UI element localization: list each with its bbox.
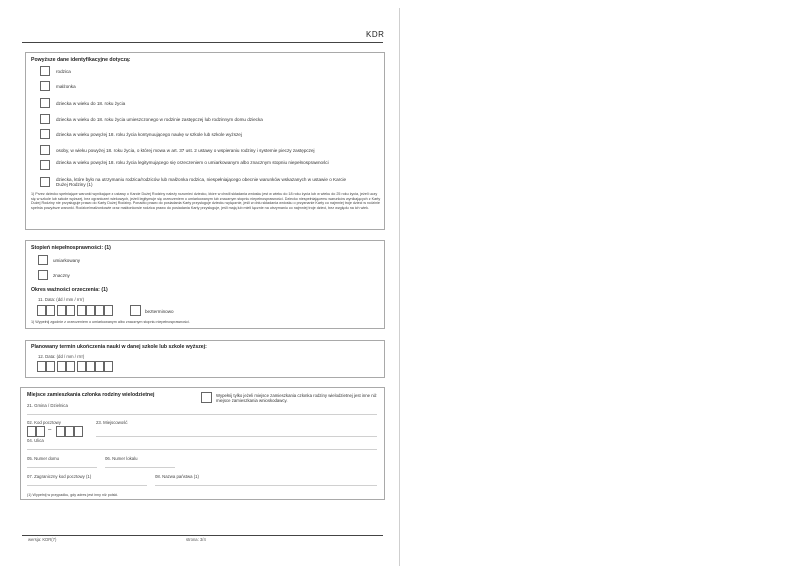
education-section-title: Planowany termin ukończenia nauki w danej szkole lub szkole wyższej:	[31, 344, 207, 350]
checkbox-child-student-label: dziecka w wieku powyżej 18. roku życia kontynuującego naukę w szkole lub szkole wyższej	[56, 132, 242, 137]
education-date-label: 12. Data: (dd / mm / rrrr)	[38, 354, 85, 359]
foreign-postal-code-input[interactable]	[27, 485, 147, 486]
education-date-cell[interactable]	[104, 361, 113, 372]
checkbox-child-foster-label: dziecka w wieku do 18. roku życia umieszczonego w rodzinie zastępczej lub rodzinnym domu dziecka	[56, 117, 263, 122]
validity-date-cell[interactable]	[37, 305, 46, 316]
street-input[interactable]	[27, 449, 377, 450]
country-name-label: 08. Nazwa państwa (1)	[155, 474, 199, 479]
validity-date-cell[interactable]	[86, 305, 95, 316]
validity-date-cell[interactable]	[46, 305, 55, 316]
checkbox-address-different-label: Wypełnij tylko jeżeli miejsce zamieszkania członka rodziny wielodzietnej jest inne niż miejsce zamieszkania wnioskodawcy.	[216, 393, 377, 403]
identity-section-title: Powyższe dane identyfikacyjne dotyczą:	[31, 57, 131, 63]
locality-label: 23. Miejscowość	[96, 420, 128, 425]
house-number-label: 05. Numer domu	[27, 456, 60, 461]
checkbox-parent[interactable]	[40, 66, 50, 76]
checkbox-person-art37-label: osoby, w wieku powyżej 18. roku życia, o której mowa w art. 37 ust. 2 ustawy o wspieraniu rodziny i systemie pieczy zastępczej	[56, 148, 315, 153]
street-label: 04. Ulica	[27, 438, 44, 443]
education-date-cell[interactable]	[46, 361, 55, 372]
country-name-input[interactable]	[155, 485, 377, 486]
validity-date-cell[interactable]	[66, 305, 75, 316]
postal-code-label: 02. Kod pocztowy	[27, 420, 61, 425]
checkbox-child-under-18[interactable]	[40, 98, 50, 108]
house-number-input[interactable]	[27, 467, 97, 468]
disability-section-title: Stopień niepełnosprawności: (1)	[31, 245, 111, 251]
checkbox-former-dependent[interactable]	[40, 177, 50, 187]
validity-date-cell[interactable]	[57, 305, 66, 316]
postal-code-cell[interactable]	[36, 426, 45, 437]
validity-date-cell[interactable]	[77, 305, 86, 316]
postal-code-dash: –	[48, 427, 52, 433]
address-section-title: Miejsce zamieszkania członka rodziny wielodzietnej	[27, 392, 155, 398]
checkbox-child-disability-label: dziecka w wieku powyżej 18. roku życia legitymującego się orzeczeniem o umiarkowanym albo znacznym stopniu niepełnosprawności	[56, 160, 329, 165]
validity-date-cell[interactable]	[95, 305, 104, 316]
checkbox-child-foster[interactable]	[40, 114, 50, 124]
apartment-number-input[interactable]	[105, 467, 175, 468]
foreign-postal-code-label: 07. Zagraniczny kod pocztowy (1)	[27, 474, 92, 479]
education-date-cell[interactable]	[66, 361, 75, 372]
checkbox-significant-label: znaczny	[53, 273, 70, 278]
education-date-cell[interactable]	[77, 361, 86, 372]
validity-date-label: 11. Data: (dd / mm / rrrr)	[38, 297, 84, 302]
checkbox-former-dependent-label: dziecka, które było na utrzymaniu rodzica/rodziców lub małżonka rodzica, niespełniającego obecnie warunków wskazanych w ustawie o Karcie Dużej Rodziny (1)	[56, 177, 347, 188]
locality-input[interactable]	[96, 436, 377, 437]
checkbox-moderate-label: umiarkowany	[53, 258, 81, 263]
education-date-cell[interactable]	[86, 361, 95, 372]
footer-page-number: strona: 3/4	[186, 537, 206, 542]
bottom-divider	[22, 535, 383, 536]
address-footnote: (1) Wypełnij w przypadku, gdy adres jest inny niż polski.	[27, 493, 119, 497]
education-date-cell[interactable]	[37, 361, 46, 372]
checkbox-address-different[interactable]	[201, 392, 212, 403]
identity-footnote: 1) Przez dziecko spełniające warunki wynikające z ustawy o Karcie Dużej Rodziny należy rozumieć dziecko, które w chwili składania wniosku jest w wieku do 18 roku życia lub w wieku do 25 roku życia, jeżeli uczy się w szkole lub szkole wyższej, bez ograniczeń wiekowych, jeżeli legitymuje się orzeczeniem o umiarkowanym lub znacznym stopniu niepełnosprawności. Dziecko niespełniającemu warunków wynikających z Karty Dużej Rodziny nie przysługuje prawo do Karty Dużej Rodziny. Ponadto prawo do posiadania Karty przysługuje dziecku wyłącznie, jeśli w dniu składania wniosku o przyznanie Karty co najmniej troje dzieci w rodzinie spełnia powyższe warunki. Rodzice/małżonkowie oraz małżonkowie rodzica prawo do posiadania Karty przysługuje, jeśli mają lub mieli łącznie na utrzymaniu co najmniej troje dzieci, bez względu na ich wiek.	[31, 192, 381, 210]
blank-page	[401, 0, 800, 566]
checkbox-indefinite-label: bezterminowo	[145, 309, 174, 314]
checkbox-child-student[interactable]	[40, 129, 50, 139]
education-date-cell[interactable]	[95, 361, 104, 372]
form-code: KDR	[366, 30, 385, 39]
address-section	[20, 387, 385, 500]
postal-code-cell[interactable]	[65, 426, 74, 437]
postal-code-cell[interactable]	[27, 426, 36, 437]
disability-footnote: 1) Wypełnij zgodnie z orzeczeniem o umiarkowanym albo znacznym stopniu niepełnosprawności.	[31, 320, 190, 324]
commune-label: 21. Gmina / Dzielnica	[27, 403, 68, 408]
apartment-number-label: 06. Numer lokalu	[105, 456, 138, 461]
checkbox-person-art37[interactable]	[40, 145, 50, 155]
checkbox-parent-label: rodzica	[56, 69, 71, 74]
checkbox-child-under-18-label: dziecka w wieku do 18. roku życia	[56, 101, 126, 106]
checkbox-spouse-label: małżonka	[56, 84, 76, 89]
checkbox-significant[interactable]	[38, 270, 48, 280]
checkbox-spouse[interactable]	[40, 81, 50, 91]
checkbox-indefinite[interactable]	[130, 305, 141, 316]
validity-date-cell[interactable]	[104, 305, 113, 316]
checkbox-moderate[interactable]	[38, 255, 48, 265]
page-edge	[399, 8, 400, 566]
footer-version: wersja: KDR(7)	[28, 537, 57, 542]
postal-code-cell[interactable]	[74, 426, 83, 437]
commune-input[interactable]	[27, 414, 377, 415]
validity-title: Okres ważności orzeczenia: (1)	[31, 287, 108, 293]
top-divider	[22, 42, 383, 43]
education-date-cell[interactable]	[57, 361, 66, 372]
postal-code-cell[interactable]	[56, 426, 65, 437]
checkbox-child-disability[interactable]	[40, 160, 50, 170]
